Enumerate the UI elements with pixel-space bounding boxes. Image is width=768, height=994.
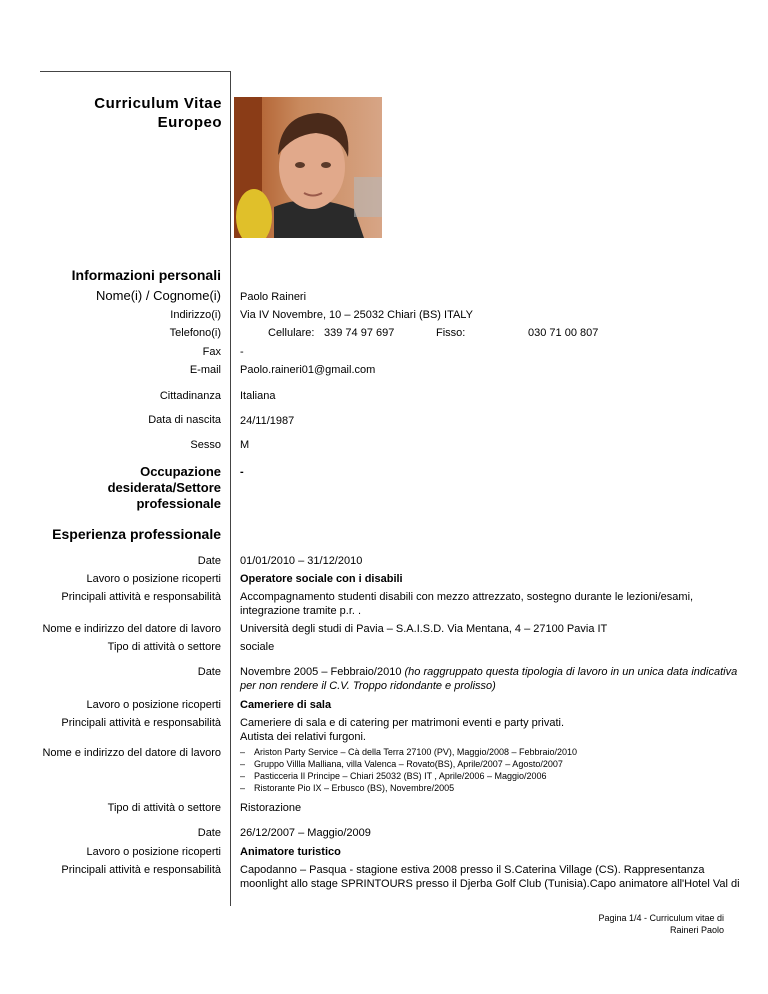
job2-sector-label: Tipo di attività o settore bbox=[107, 802, 221, 814]
job1-date-label: Date bbox=[197, 555, 221, 567]
header-rule bbox=[40, 71, 230, 72]
job3-activities-line1: Capodanno – Pasqua - stagione estiva 2008 presso il S.Caterina Village (CS). Rappresentanza bbox=[240, 864, 705, 876]
job1-activities-line2: integrazione tramite p.r. . bbox=[240, 605, 362, 617]
job2-date-note-line2: per non rendere il C.V. Troppo ridondante e prolisso) bbox=[240, 680, 496, 692]
sex-value: M bbox=[240, 439, 250, 451]
address-label: Indirizzo(i) bbox=[170, 309, 221, 321]
email-label: E-mail bbox=[189, 364, 221, 376]
list-dash: – bbox=[240, 747, 246, 757]
footer-line1: Pagina 1/4 - Curriculum vitae di bbox=[598, 913, 724, 923]
profile-photo bbox=[234, 97, 382, 238]
job3-date-label: Date bbox=[197, 827, 221, 839]
job1-activities-line1: Accompagnamento studenti disabili con mezzo attrezzato, sostegno durante le lezioni/esami, bbox=[240, 591, 694, 603]
job2-employer-list bbox=[240, 746, 577, 794]
citizenship-value: Italiana bbox=[240, 390, 276, 402]
mobile-value: 339 74 97 697 bbox=[324, 327, 395, 339]
job1-employer-label: Nome e indirizzo del datore di lavoro bbox=[42, 623, 221, 635]
occupation-label-line1: Occupazione bbox=[140, 464, 221, 479]
cv-title-line1: Curriculum Vitae bbox=[94, 95, 222, 112]
job3-activities-label: Principali attività e responsabilità bbox=[61, 864, 221, 876]
landline-label: Fisso: bbox=[436, 327, 466, 339]
job2-date: Novembre 2005 – Febbraio/2010 bbox=[240, 666, 402, 678]
birth-label: Data di nascita bbox=[148, 414, 221, 426]
mobile-label: Cellulare: bbox=[268, 327, 315, 339]
footer-line2: Raineri Paolo bbox=[669, 925, 724, 935]
list-item bbox=[240, 782, 577, 794]
list-dash: – bbox=[240, 759, 246, 769]
name-label: Nome(i) / Cognome(i) bbox=[96, 288, 221, 303]
job1-position: Operatore sociale con i disabili bbox=[240, 573, 403, 585]
occupation-label-line3: professionale bbox=[136, 496, 221, 511]
birth-value: 24/11/1987 bbox=[240, 415, 295, 427]
list-item-text: Gruppo Villla Malliana, villa Valenca – Rovato(BS), Aprile/2007 – Agosto/2007 bbox=[254, 759, 563, 769]
list-item bbox=[240, 758, 577, 770]
job1-employer: Università degli studi di Pavia – S.A.I.S.D. Via Mentana, 4 – 27100 Pavia IT bbox=[240, 623, 608, 635]
job3-date: 26/12/2007 – Maggio/2009 bbox=[240, 827, 371, 839]
job1-sector: sociale bbox=[240, 641, 275, 653]
fax-value: - bbox=[240, 346, 244, 358]
list-item-text: Ariston Party Service – Cà della Terra 27100 (PV), Maggio/2008 – Febbraio/2010 bbox=[254, 747, 578, 757]
address-value: Via IV Novembre, 10 – 25032 Chiari (BS) ITALY bbox=[240, 309, 473, 321]
job3-position-label: Lavoro o posizione ricoperti bbox=[86, 846, 221, 858]
sex-label: Sesso bbox=[190, 439, 221, 451]
section-experience: Esperienza professionale bbox=[52, 526, 221, 542]
job2-employer-label: Nome e indirizzo del datore di lavoro bbox=[42, 747, 221, 759]
landline-value: 030 71 00 807 bbox=[528, 327, 599, 339]
cv-title-line2: Europeo bbox=[157, 114, 222, 131]
job2-sector: Ristorazione bbox=[240, 802, 302, 814]
job2-activities-label: Principali attività e responsabilità bbox=[61, 717, 221, 729]
job1-activities-label: Principali attività e responsabilità bbox=[61, 591, 221, 603]
column-divider bbox=[230, 71, 231, 906]
list-item-text: Ristorante Pio IX – Erbusco (BS), Novembre/2005 bbox=[254, 783, 455, 793]
email-value[interactable]: Paolo.raineri01@gmail.com bbox=[240, 364, 376, 376]
name-value: Paolo Raineri bbox=[240, 291, 307, 303]
job2-position: Cameriere di sala bbox=[240, 699, 332, 711]
job2-date-line1 bbox=[240, 665, 737, 679]
list-item-text: Pasticceria Il Principe – Chiari 25032 (BS) IT , Aprile/2006 – Maggio/2006 bbox=[254, 771, 547, 781]
list-dash: – bbox=[240, 783, 246, 793]
job2-date-label: Date bbox=[197, 666, 221, 678]
list-dash: – bbox=[240, 771, 246, 781]
job2-activities-line2: Autista dei relativi furgoni. bbox=[240, 731, 366, 743]
page-footer bbox=[598, 912, 724, 936]
job1-position-label: Lavoro o posizione ricoperti bbox=[86, 573, 221, 585]
occupation-value: - bbox=[240, 466, 244, 478]
list-item bbox=[240, 770, 577, 782]
occupation-label-line2: desiderata/Settore bbox=[107, 480, 221, 495]
job1-sector-label: Tipo di attività o settore bbox=[107, 641, 221, 653]
job3-position: Animatore turistico bbox=[240, 846, 341, 858]
job3-activities-line2: moonlight allo stage SPRINTOURS presso il Djerba Golf Club (Tunisia).Capo animatore all'Hotel Val di bbox=[240, 878, 740, 890]
profile-photo-image bbox=[234, 97, 382, 238]
phone-label: Telefono(i) bbox=[169, 327, 221, 339]
job2-date-note-line1: (ho raggruppato questa tipologia di lavoro in un unica data indicativa bbox=[404, 666, 738, 678]
section-personal-info: Informazioni personali bbox=[71, 267, 221, 283]
list-item bbox=[240, 746, 577, 758]
job2-position-label: Lavoro o posizione ricoperti bbox=[86, 699, 221, 711]
fax-label: Fax bbox=[202, 346, 221, 358]
job1-date: 01/01/2010 – 31/12/2010 bbox=[240, 555, 363, 567]
citizenship-label: Cittadinanza bbox=[159, 390, 221, 402]
job2-activities-line1: Cameriere di sala e di catering per matrimoni eventi e party privati. bbox=[240, 717, 565, 729]
